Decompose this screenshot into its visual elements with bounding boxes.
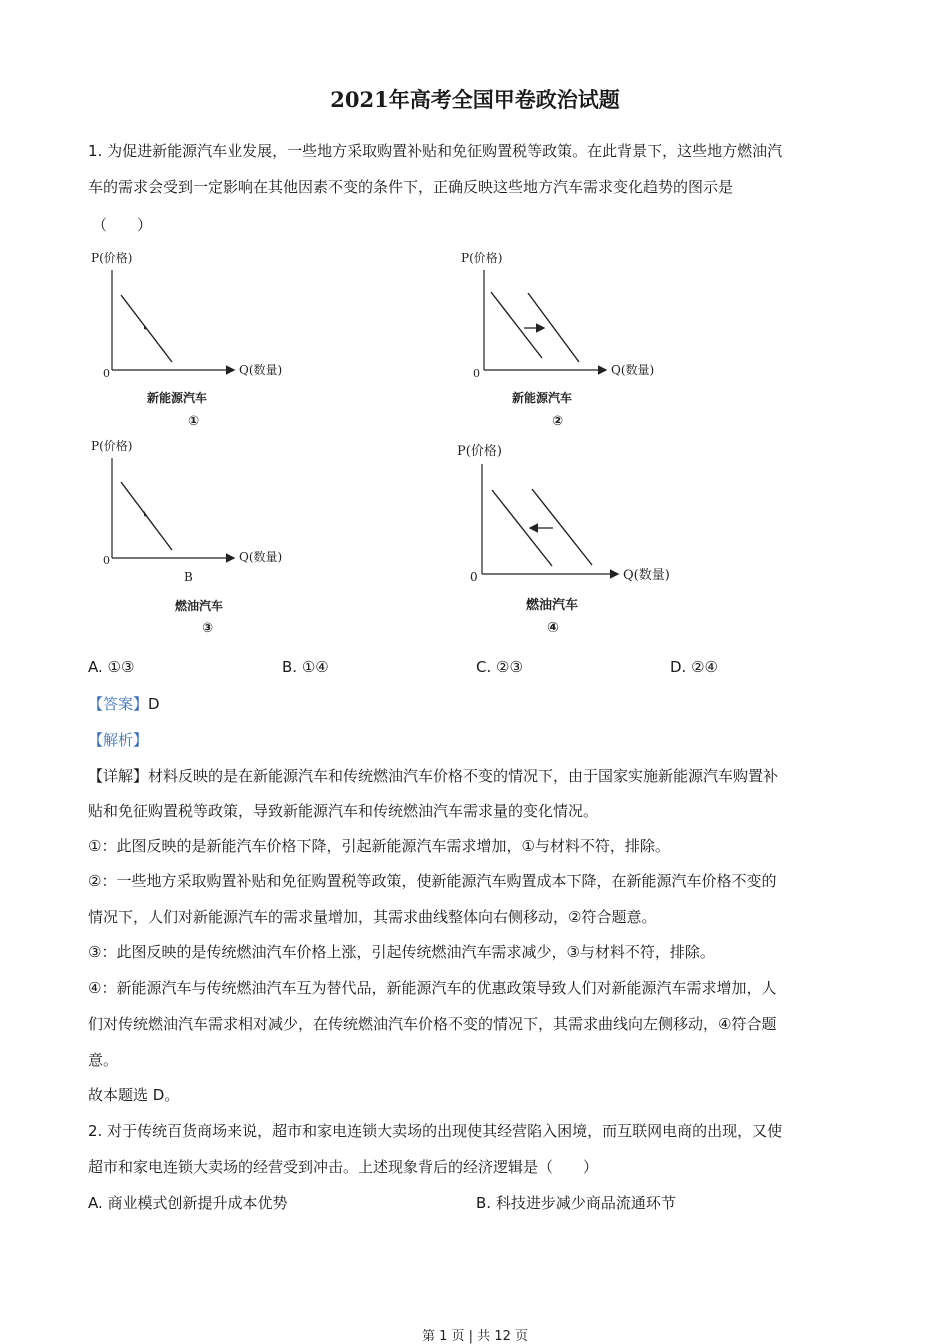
graph-2-origin: 0 — [473, 367, 480, 380]
graph-4 — [455, 438, 695, 638]
graph-2-number: ② — [552, 414, 564, 429]
q1-stem-line-2: 车的需求会受到一定影响在其他因素不变的条件下，正确反映这些地方汽车需求变化趋势的图示是 — [88, 178, 734, 196]
graph-4-curve-original — [532, 489, 592, 565]
detail-line-4: ②：一些地方采取购置补贴和免征购置税等政策，使新能源汽车购置成本下降，在新能源汽车价格不变的 — [88, 872, 777, 890]
graph-1-number: ① — [188, 414, 200, 429]
graph-3-origin: 0 — [103, 554, 110, 567]
graph-4-origin: 0 — [470, 570, 478, 584]
detail-line-7: ④：新能源汽车与传统燃油汽车互为替代品，新能源汽车的优惠政策导致人们对新能源汽车需求增加，人 — [88, 979, 777, 997]
graph-4-y-label: P(价格) — [457, 444, 502, 459]
graph-1-origin: 0 — [103, 367, 110, 380]
q1-stem-line-1: 1. 为促进新能源汽车业发展，一些地方采取购置补贴和免征购置税等政策。在此背景下，这些地方燃油汽 — [88, 142, 783, 160]
detail-line-10: 故本题选 D。 — [88, 1086, 180, 1104]
detail-line-1: 【详解】材料反映的是在新能源汽车和传统燃油汽车价格不变的情况下，由于国家实施新能源汽车购置补 — [88, 767, 779, 785]
graph-4-number: ④ — [547, 620, 559, 636]
graph-4-x-label: Q(数量) — [623, 568, 670, 583]
graph-3-x-label: Q(数量) — [239, 550, 283, 564]
answer-value: D — [148, 695, 160, 713]
q1-option-b[interactable]: B. ①④ — [282, 658, 329, 676]
q1-answer-row — [88, 693, 160, 714]
q1-option-a[interactable]: A. ①③ — [88, 658, 135, 676]
graph-1 — [85, 245, 305, 430]
graph-2-caption: 新能源汽车 — [512, 391, 573, 405]
graph-1-x-label: Q(数量) — [239, 363, 283, 377]
detail-line-5: 情况下，人们对新能源汽车的需求量增加，其需求曲线整体向右侧移动，②符合题意。 — [88, 908, 657, 926]
q2-stem-line-2: 超市和家电连锁大卖场的经营受到冲击。上述现象背后的经济逻辑是（ ） — [88, 1158, 599, 1176]
detail-line-9: 意。 — [88, 1051, 119, 1069]
q1-stem-line-3: （ ） — [92, 216, 153, 234]
q2-stem-line-1: 2. 对于传统百货商场来说，超市和家电连锁大卖场的出现使其经营陷入困境，而互联网电商的出现，又使 — [88, 1122, 783, 1140]
detail-line-8: 们对传统燃油汽车需求相对减少，在传统燃油汽车价格不变的情况下，其需求曲线向左侧移动，④符合题 — [88, 1015, 777, 1033]
graph-3-y-label: P(价格) — [91, 439, 133, 453]
page-title: 2021年高考全国甲卷政治试题 — [330, 87, 620, 112]
graph-1-y-label: P(价格) — [91, 251, 133, 265]
detail-line-6: ③：此图反映的是传统燃油汽车价格上涨，引起传统燃油汽车需求减少，③与材料不符，排除。 — [88, 943, 715, 961]
graph-2 — [455, 245, 695, 430]
analysis-tag: 【解析】 — [88, 731, 149, 749]
graph-1-caption: 新能源汽车 — [147, 391, 208, 405]
detail-line-2: 贴和免征购置税等政策，导致新能源汽车和传统燃油汽车需求量的变化情况。 — [88, 802, 599, 820]
q2-option-a[interactable]: A. 商业模式创新提升成本优势 — [88, 1194, 288, 1212]
q1-option-d[interactable]: D. ②④ — [670, 658, 718, 676]
graph-2-x-label: Q(数量) — [611, 363, 655, 377]
graph-3-extra-label: B — [184, 570, 193, 584]
q2-option-b[interactable]: B. 科技进步减少商品流通环节 — [476, 1194, 676, 1212]
graph-4-caption: 燃油汽车 — [526, 598, 579, 613]
graph-3 — [85, 433, 305, 638]
detail-line-3: ①：此图反映的是新能汽车价格下降，引起新能源汽车需求增加，①与材料不符，排除。 — [88, 837, 670, 855]
page-footer: 第 1 页 | 共 12 页 — [422, 1329, 528, 1344]
answer-tag: 【答案】 — [88, 695, 149, 713]
q1-option-c[interactable]: C. ②③ — [476, 658, 523, 676]
graph-3-caption: 燃油汽车 — [175, 599, 224, 613]
graph-2-y-label: P(价格) — [461, 251, 503, 265]
graph-3-number: ③ — [202, 621, 214, 636]
